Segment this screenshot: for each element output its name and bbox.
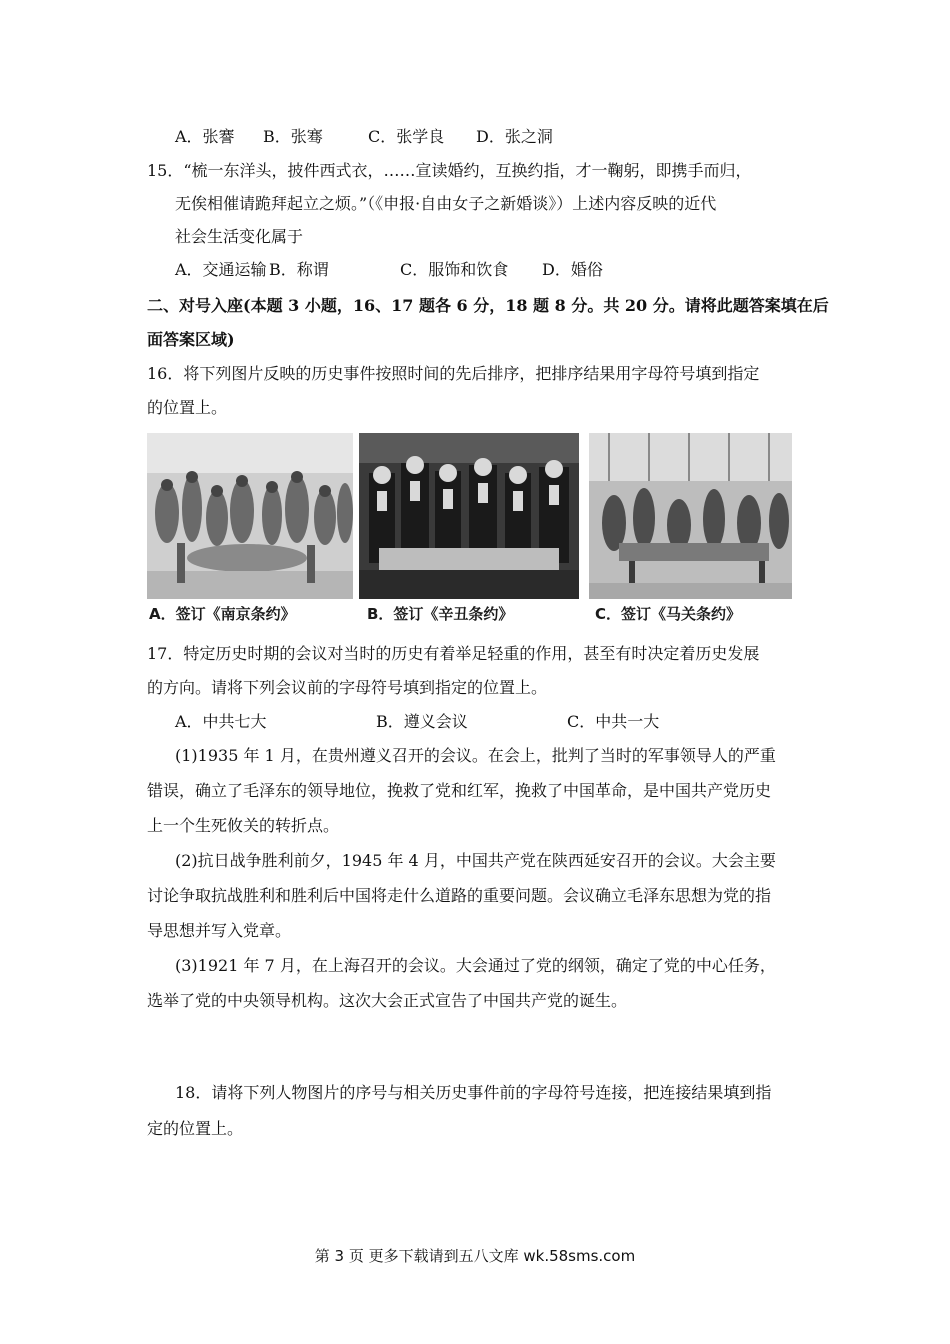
q17-item-2-line-3: 导思想并写入党章。	[147, 921, 292, 940]
caption-b: B．签订《辛丑条约》	[367, 605, 514, 623]
q17-item-2-line-2: 讨论争取抗战胜利和胜利后中国将走什么道路的重要问题。会议确立毛泽东思想为党的指	[147, 886, 772, 905]
photo-xinchou-treaty	[359, 433, 579, 599]
q17-line-1: 17．特定历史时期的会议对当时的历史有着举足轻重的作用，甚至有时决定着历史发展	[147, 644, 760, 663]
q17-line-2: 的方向。请将下列会议前的字母符号填到指定的位置上。	[147, 678, 548, 697]
q17-option-c: C．中共一大	[567, 712, 660, 731]
q14-option-b: B．张骞	[263, 127, 323, 146]
caption-a: A．签订《南京条约》	[149, 605, 296, 623]
q15-line-2: 无俟相催请跪拜起立之烦。”（《申报·自由女子之新婚谈》）上述内容反映的近代	[175, 194, 717, 213]
q16-photo-strip	[147, 433, 792, 627]
q17-item-1-line-3: 上一个生死攸关的转折点。	[147, 816, 340, 835]
q17-item-1-line-1: (1)1935 年 1 月，在贵州遵义召开的会议。在会上，批判了当时的军事领导人的严重	[175, 746, 776, 765]
section-2-heading-line-1: 二、对号入座(本题 3 小题，16、17 题各 6 分，18 题 8 分。共 20 分。请将此题答案填在后	[147, 296, 829, 315]
q17-item-2-line-1: (2)抗日战争胜利前夕，1945 年 4 月，中国共产党在陕西延安召开的会议。大会主要	[175, 851, 776, 870]
q15-option-b: B．称谓	[269, 260, 329, 279]
q15-option-c: C．服饰和饮食	[400, 260, 509, 279]
photo-maguan-treaty	[589, 433, 792, 599]
q18-line-1: 18．请将下列人物图片的序号与相关历史事件前的字母符号连接，把连接结果填到指	[175, 1083, 772, 1102]
q17-options	[175, 711, 659, 733]
q14-option-d: D．张之洞	[476, 127, 553, 146]
q14-option-a: A．张謇	[175, 127, 235, 146]
q15-line-3: 社会生活变化属于	[175, 227, 304, 246]
q17-item-1-line-2: 错误，确立了毛泽东的领导地位，挽救了党和红军，挽救了中国革命，是中国共产党历史	[147, 781, 772, 800]
page-footer: 第 3 页 更多下载请到五八文库 wk.58sms.com	[314, 1247, 636, 1265]
q17-option-b: B．遵义会议	[376, 712, 468, 731]
section-2-heading-line-2: 面答案区域)	[147, 330, 235, 349]
photo-nanjing-treaty	[147, 433, 353, 599]
caption-c: C．签订《马关条约》	[595, 605, 742, 623]
q17-item-3-line-1: (3)1921 年 7 月，在上海召开的会议。大会通过了党的纲领，确定了党的中心任务，	[175, 956, 776, 975]
q15-options	[175, 259, 603, 281]
q17-option-a: A．中共七大	[175, 712, 267, 731]
q15-line-1: 15．“梳一东洋头，披件西式衣，……宣读婚约，互换约指，才一鞠躬，即携手而归，	[147, 161, 752, 180]
q16-line-1: 16．将下列图片反映的历史事件按照时间的先后排序，把排序结果用字母符号填到指定	[147, 364, 760, 383]
q15-option-d: D．婚俗	[542, 260, 603, 279]
q18-line-2: 定的位置上。	[147, 1119, 244, 1138]
q14-options	[175, 126, 553, 148]
q16-line-2: 的位置上。	[147, 398, 228, 417]
q15-option-a: A．交通运输	[175, 260, 267, 279]
q14-option-c: C．张学良	[368, 127, 445, 146]
q17-item-3-line-2: 选举了党的中央领导机构。这次大会正式宣告了中国共产党的诞生。	[147, 991, 628, 1010]
